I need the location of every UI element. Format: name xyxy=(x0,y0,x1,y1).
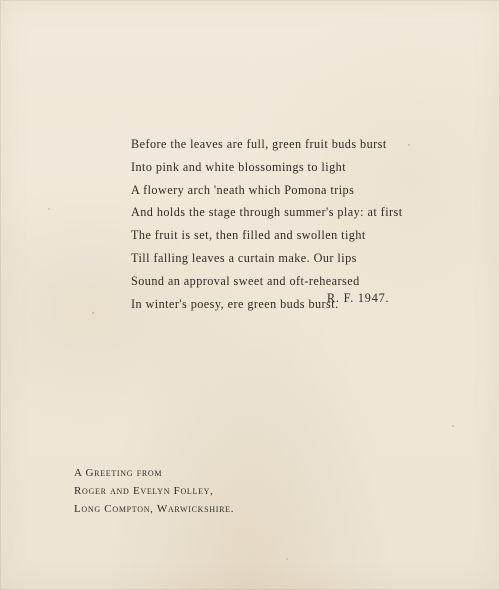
paper-speck xyxy=(286,558,288,560)
poem-signature: R. F. 1947. xyxy=(327,291,390,305)
paper-speck xyxy=(48,208,50,210)
poem-line: Before the leaves are full, green fruit buds burst xyxy=(131,137,387,151)
poem-line: Sound an approval sweet and oft-rehearsed xyxy=(131,273,360,288)
poem-line: A flowery arch 'neath which Pomona trips xyxy=(131,182,355,197)
poem-line: In winter's poesy, ere green buds burst. xyxy=(131,296,339,311)
poem-line: And holds the stage through summer's play: at first xyxy=(131,205,403,220)
greeting-block xyxy=(74,464,334,519)
poem xyxy=(131,133,431,315)
paper-speck xyxy=(452,425,454,427)
greeting-line: Roger and Evelyn Folley, xyxy=(74,485,214,498)
poem-line: Till falling leaves a curtain make. Our lips xyxy=(131,250,357,265)
paper-speck xyxy=(92,312,94,314)
greeting-line: A Greeting from xyxy=(74,467,163,479)
poem-line: Into pink and white blossomings to light xyxy=(131,159,347,174)
greeting-line: Long Compton, Warwickshire. xyxy=(74,503,235,516)
poem-line: The fruit is set, then filled and swollen tight xyxy=(131,228,366,243)
